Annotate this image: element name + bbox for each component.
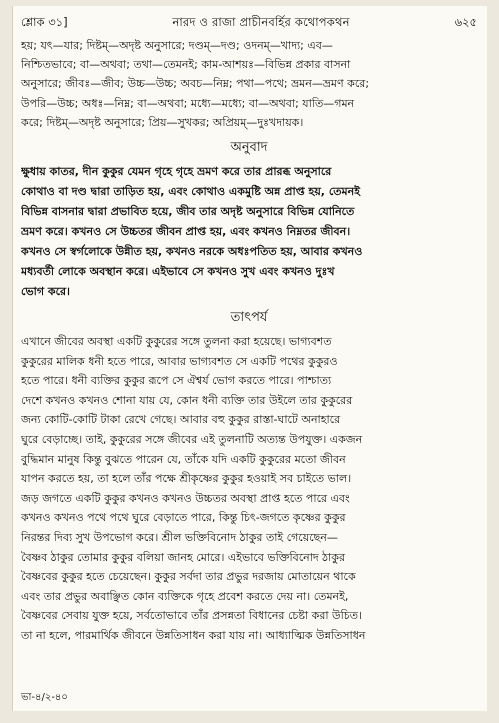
purport-line: বৈষ্ণবের কুকুর হতে চেয়েছেন। কুকুর সর্বদা তার প্রভুর দরজায় মোতায়েন থাকে bbox=[21, 570, 356, 584]
translation-line: ভ্রমণ করে। কখনও সে উচ্চতর জীবন প্রাপ্ত হয়, এবং কখনও নিম্নতর জীবন। bbox=[21, 225, 351, 239]
translation-line: কোথাও বা দণ্ড দ্বারা তাড়িত হয়, এবং কোথাও একমুষ্টি অন্ন প্রাপ্ত হয়, তেমনই bbox=[21, 185, 360, 199]
synonym-line: করে; দিষ্টম্—অদৃষ্ট অনুসারে; প্রিয়—সুখকর; অপ্রিয়ম্—দুঃখদায়ক। bbox=[21, 115, 304, 129]
purport-heading: তাৎপর্য bbox=[230, 310, 268, 326]
synonym-line: নিশ্চিতভাবে; বা—অথবা; তথা—তেমনই; কাম-আশয়ঃ—বিভিন্ন প্রকার বাসনা bbox=[21, 58, 351, 72]
purport-line: বৈষ্ণবের সেবায় যুক্ত হয়ে, সর্বতোভাবে তাঁর প্রসন্নতা বিধানের চেষ্টা করা উচিত। bbox=[21, 609, 362, 623]
synonym-line: উপরি—উচ্চ; অধঃ—নিম্ন; বা—অথবা; মধ্যে—মধ্যে; বা—অথবা; যাতি—গমন bbox=[21, 96, 355, 110]
chapter-title: নারদ ও রাজা প্রাচীনবর্হির কথোপকথন bbox=[172, 15, 350, 29]
purport-line: এখানে জীবের অবস্থা একটি কুকুরের সঙ্গে তুলনা করা হয়েছে। ভাগ্যবশত bbox=[21, 335, 332, 349]
book-page bbox=[12, 6, 487, 711]
purport-line: বুদ্ধিমান মানুষ কিন্তু বুঝতে পারেন যে, তাঁকে যদি একটি কুকুরের মতো জীবন bbox=[21, 452, 346, 466]
translation-block bbox=[21, 162, 477, 302]
purport-block bbox=[21, 332, 477, 646]
purport-line: জড় জগতে একটি কুকুর কখনও কখনও উচ্চতর অবস্থা প্রাপ্ত হতে পারে এবং bbox=[21, 491, 350, 505]
purport-line: কখনও কখনও পথে পথে ঘুরে বেড়াতে পারে, কিন্তু চিৎ-জগতে কৃষ্ণের কুকুর bbox=[21, 511, 346, 525]
purport-line: বৈষ্ণব ঠাকুর তোমার কুকুর বলিয়া জানহ মোরে। এইভাবে ভক্তিবিনোদ ঠাকুর bbox=[21, 550, 345, 564]
translation-line: মধ্যবর্তী লোকে অবস্থান করে। এইভাবে সে কখনও সুখ এবং কখনও দুঃখ bbox=[21, 265, 335, 279]
purport-line: নিরন্তর দিব্য সুখ উপভোগ করে। শ্রীল ভক্তিবিনোদ ঠাকুর তাই গেয়েছেন— bbox=[21, 530, 338, 544]
purport-line: ঘুরে বেড়াচ্ছে। তাই, কুকুরের সঙ্গে জীবের এই তুলনাটি অত্যন্ত উপযুক্ত। একজন bbox=[21, 432, 363, 446]
purport-line: দেশে কখনও কখনও শোনা যায় যে, কোন ধনী ব্যক্তি তার উইলে তার কুকুরের bbox=[21, 393, 353, 407]
translation-line: কখনও সে স্বর্গলোকে উন্নীত হয়, কখনও নরকে অধঃপতিত হয়, আবার কখনও bbox=[21, 245, 363, 259]
purport-line: এবং তার প্রভুর অবাঞ্ছিত কোন ব্যক্তিকে গৃহে প্রবেশ করতে দেয় না। তেমনই, bbox=[21, 589, 349, 603]
synonyms-block bbox=[21, 36, 477, 132]
synonym-line: হয়; যৎ—যার; দিষ্টম্—অদৃষ্ট অনুসারে; দণ্ডম্—দণ্ড; ওদনম্—খাদ্য; এব— bbox=[21, 39, 333, 52]
purport-line: যাপন করতে হয়, তা হলে তাঁর পক্ষে শ্রীকৃষ্ণের কুকুর হওয়াই সব চাইতে ভাল। bbox=[21, 472, 352, 486]
translation-line: বিভিন্ন বাসনার দ্বারা প্রভাবিত হয়ে, জীব তার অদৃষ্ট অনুসারে বিভিন্ন যোনিতে bbox=[21, 205, 355, 219]
purport-line: কুকুরের মালিক ধনী হতে পারে, আবার ভাগ্যবশত সে একটি পথের কুকুরও bbox=[21, 354, 338, 368]
translation-line: ভোগ করে। bbox=[21, 285, 70, 299]
page-header bbox=[21, 6, 477, 32]
purport-line: তা না হলে, পারমার্থিক জীবনে উন্নতিসাধন করা যায় না। আধ্যাত্মিক উন্নতিসাধন bbox=[21, 628, 366, 642]
translation-heading: অনুবাদ bbox=[230, 140, 268, 156]
synonym-line: অনুসারে; জীবঃ—জীব; উচ্চ—উচ্চ; অবচ—নিম্ন; পথা—পথে; ভ্রমন—ভ্রমণ করে; bbox=[21, 77, 370, 91]
purport-line: হতে পারে। ধনী ব্যক্তির কুকুর রূপে সে ঐশ্বর্য ভোগ করতে পারে। পাশ্চাত্য bbox=[21, 374, 332, 388]
page-footer-signature: ভা-৪/২-৪০ bbox=[21, 692, 68, 703]
translation-line: ক্ষুধায় কাতর, দীন কুকুর যেমন গৃহে গৃহে ভ্রমণ করে তার প্রারব্ধ অনুসারে bbox=[21, 165, 332, 179]
page-number: ৬২৫ bbox=[454, 15, 477, 29]
purport-line: জন্য কোটি-কোটি টাকা রেখে গেছে। আবার বহু কুকুর রাস্তা-ঘাটে অনাহারে bbox=[21, 413, 341, 427]
verse-reference: শ্লোক ৩১] bbox=[21, 15, 68, 29]
